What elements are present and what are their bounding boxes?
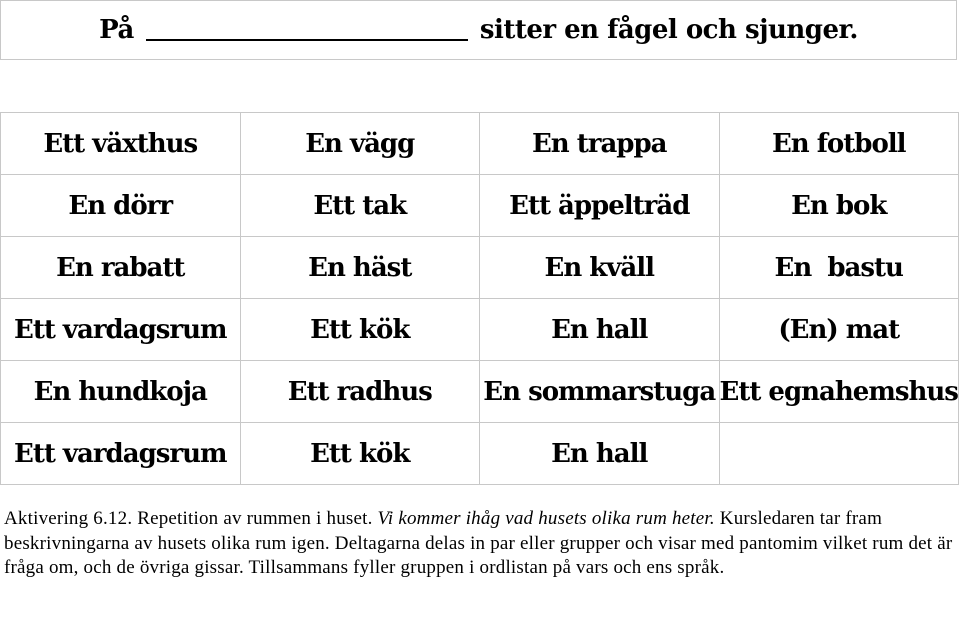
table-cell: Ett radhus <box>240 361 480 423</box>
activity-instructions: Kursledaren tar fram beskrivningarna av husets olika rum igen. Deltagarna delas in par eller grupper och visar med pantomim vilket rum det är fråga om, och de övriga gissar. Tillsammans fyller gruppen i ordlistan på vars och ens språk. <box>4 508 953 578</box>
table-row <box>1 361 959 423</box>
table-cell: (En) mat <box>719 299 959 361</box>
table-cell: En sommarstuga <box>480 361 720 423</box>
word-table <box>0 112 959 485</box>
table-cell: En kväll <box>480 237 720 299</box>
activity-goal: Vi kommer ihåg vad husets olika rum heter. <box>377 508 715 529</box>
table-cell: Ett vardagsrum <box>1 423 241 485</box>
activity-description <box>4 507 954 581</box>
table-cell-empty <box>719 423 959 485</box>
table-cell: Ett äppelträd <box>480 175 720 237</box>
table-cell: En hall <box>480 423 720 485</box>
table-row <box>1 113 959 175</box>
table-cell: Ett kök <box>240 299 480 361</box>
table-cell: En hall <box>480 299 720 361</box>
table-cell: En bastu <box>719 237 959 299</box>
sentence-header <box>0 0 957 60</box>
table-cell: Ett kök <box>240 423 480 485</box>
table-cell: Ett vardagsrum <box>1 299 241 361</box>
table-cell: Ett växthus <box>1 113 241 175</box>
table-cell: En hundkoja <box>1 361 241 423</box>
table-cell: En rabatt <box>1 237 241 299</box>
sentence-start: På <box>99 15 134 45</box>
table-cell: En dörr <box>1 175 241 237</box>
table-cell: En trappa <box>480 113 720 175</box>
table-cell: Ett tak <box>240 175 480 237</box>
sentence-end: sitter en fågel och sjunger. <box>479 15 858 45</box>
table-cell: En fotboll <box>719 113 959 175</box>
table-cell: En bok <box>719 175 959 237</box>
table-row <box>1 237 959 299</box>
fill-in-blank-line <box>146 19 468 41</box>
table-row <box>1 299 959 361</box>
table-cell: En häst <box>240 237 480 299</box>
table-cell: Ett egnahemshus <box>719 361 959 423</box>
table-cell: En vägg <box>240 113 480 175</box>
table-row <box>1 175 959 237</box>
activity-lead: Aktivering 6.12. Repetition av rummen i huset. <box>4 508 378 529</box>
table-row <box>1 423 959 485</box>
